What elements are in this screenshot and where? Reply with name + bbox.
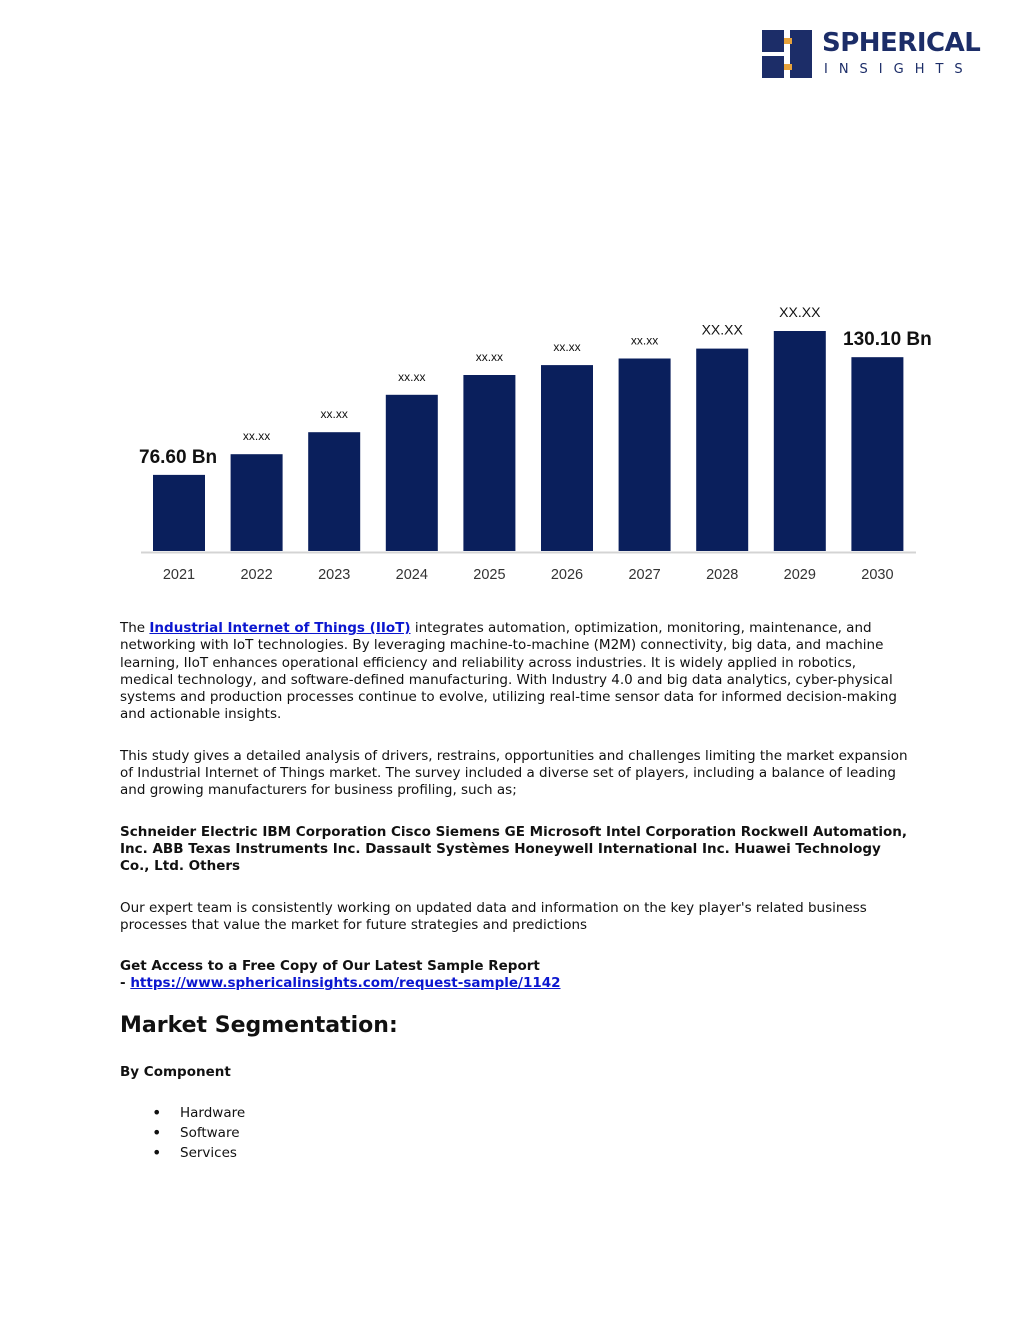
x-tick-2025: 2025: [473, 567, 506, 583]
x-tick-2021: 2021: [162, 567, 196, 583]
market-size-bar-chart: [0, 130, 1024, 600]
component-list: [120, 1103, 910, 1163]
logo-mark-icon: [762, 30, 812, 78]
x-tick-2024: 2024: [395, 567, 428, 583]
data-label-2027: xx.xx: [630, 333, 659, 348]
bar-2029: [774, 331, 826, 551]
data-label-2024: xx.xx: [398, 369, 426, 384]
bar-2028: [696, 349, 748, 551]
x-tick-2028: 2028: [706, 567, 739, 583]
bullet-icon: •: [152, 1143, 162, 1163]
bullet-icon: •: [152, 1123, 162, 1143]
study-paragraph: This study gives a detailed analysis of drivers, restrains, opportunities and challenges limiting the market expansion of Industrial Internet of Things market. The survey included a diverse set of players, including a balance of leading and growing manufacturers for business profiling, such as;: [120, 747, 908, 799]
bar-2025: [463, 375, 515, 551]
data-label-2030: 130.10 Bn: [843, 329, 932, 351]
data-label-2026: xx.xx: [553, 340, 581, 355]
sample-report-link[interactable]: https://www.sphericalinsights.com/request-sample/1142: [130, 975, 561, 992]
segmentation-heading: Market Segmentation:: [120, 1012, 398, 1038]
x-tick-2022: 2022: [240, 567, 273, 583]
logo-wordmark: SPHERICAL: [822, 28, 981, 58]
list-item: • Software: [152, 1123, 240, 1143]
bar-2023: [308, 432, 360, 551]
data-label-2022: xx.xx: [242, 429, 271, 444]
x-tick-2023: 2023: [318, 567, 351, 583]
data-label-2021: 76.60 Bn: [139, 446, 218, 468]
x-tick-2027: 2027: [628, 567, 661, 583]
report-content: [120, 620, 910, 1163]
x-tick-2030: 2030: [861, 567, 894, 583]
intro-paragraph: The Industrial Internet of Things (IIoT) integrates automation, optimization, monitoring, maintenance, and networking with IoT technologies. By leveraging machine-to-machine (M2M) connectivity, big data, and machine learning, IIoT enhances operational efficiency and reliability across industries. It is widely applied in robotics, medical technology, and software-defined manufacturing. With Industry 4.0 and big data analytics, cyber-physical systems and production processes continue to evolve, utilizing real-time sensor data for informed decision-making and actionable insights.: [120, 620, 897, 723]
list-item: • Hardware: [152, 1103, 246, 1123]
component-subheading: By Component: [120, 1064, 231, 1081]
bar-2026: [541, 365, 593, 551]
iiot-link[interactable]: Industrial Internet of Things (IIoT): [149, 620, 411, 636]
list-item: • Services: [152, 1143, 237, 1163]
bar-2024: [386, 395, 438, 551]
bar-2021: [153, 475, 205, 551]
data-label-2028: XX.XX: [701, 321, 743, 338]
bullet-icon: •: [152, 1103, 162, 1123]
data-label-2023: xx.xx: [320, 407, 348, 422]
expert-team-paragraph: Our expert team is consistently working on updated data and information on the key player's related business processes that value the market for future strategies and predictions: [120, 899, 867, 933]
logo-tagline: INSIGHTS: [824, 62, 974, 77]
sample-report-cta: Get Access to a Free Copy of Our Latest Sample Report - https://www.sphericalinsights.com/request-sample/1142: [120, 958, 561, 992]
x-tick-2029: 2029: [783, 567, 816, 583]
data-label-2025: xx.xx: [475, 350, 504, 364]
bar-2030: [851, 357, 903, 551]
bar-2027: [619, 359, 671, 552]
brand-logo: [762, 28, 981, 80]
key-players-paragraph: Schneider Electric IBM Corporation Cisco Siemens GE Microsoft Intel Corporation Rockwell Automation, Inc. ABB Texas Instruments Inc. Dassault Systèmes Honeywell International Inc. Huawei Technology Co., Ltd. Others: [120, 823, 908, 875]
x-tick-2026: 2026: [550, 567, 584, 583]
bar-2022: [231, 454, 283, 551]
data-label-2029: XX.XX: [779, 304, 821, 320]
